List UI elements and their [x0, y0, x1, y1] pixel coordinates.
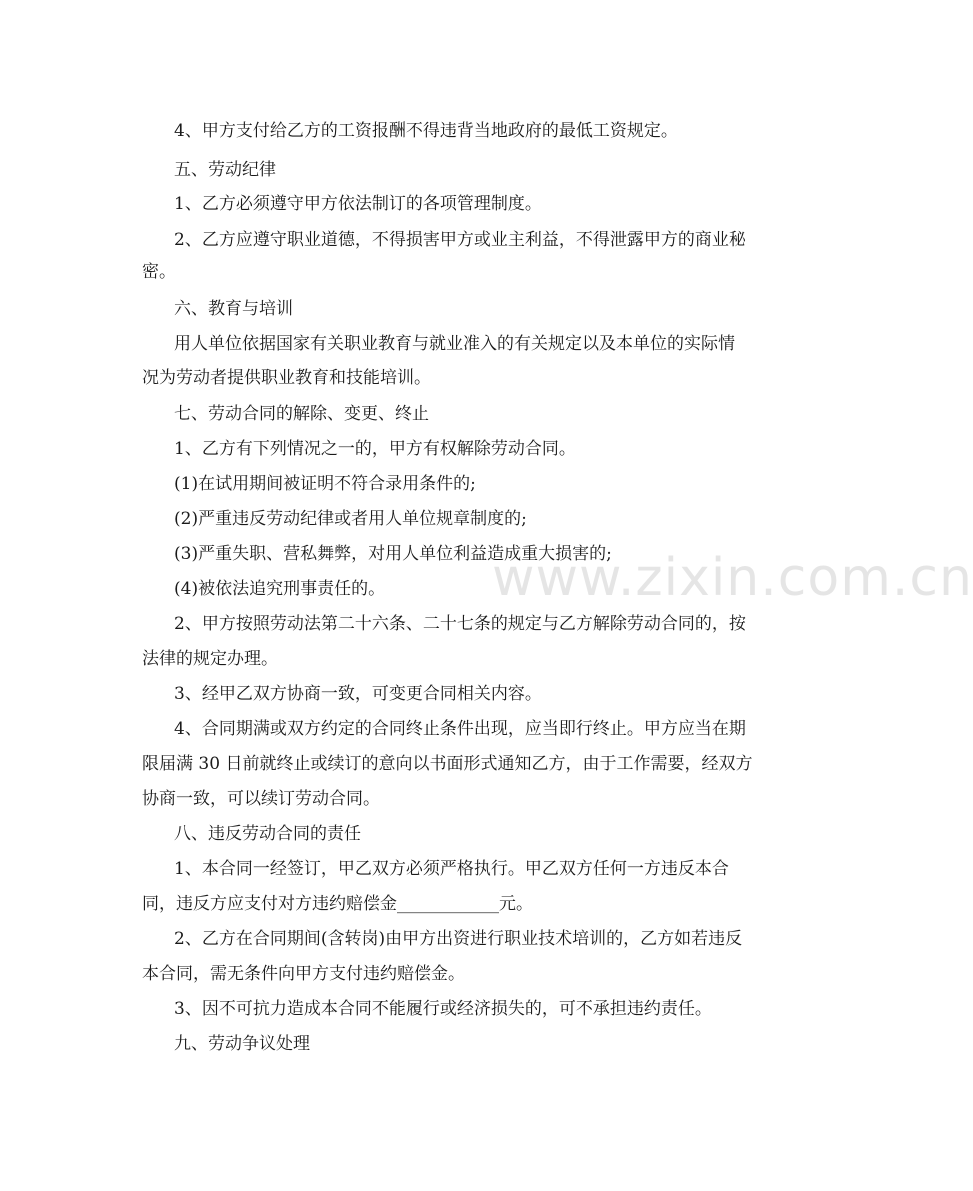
- clause-5-2-line-2: 密。: [142, 262, 176, 282]
- clause-7-1-item-4: (4)被依法追究刑事责任的。: [174, 579, 386, 599]
- clause-7-1-item-2: (2)严重违反劳动纪律或者用人单位规章制度的;: [174, 509, 527, 529]
- clause-7-3: 3、经甲乙双方协商一致，可变更合同相关内容。: [174, 684, 542, 704]
- section-8-heading: 八、违反劳动合同的责任: [174, 824, 361, 844]
- clause-4-wage: 4、甲方支付给乙方的工资报酬不得违背当地政府的最低工资规定。: [174, 121, 678, 141]
- clause-7-4-line-1: 4、合同期满或双方约定的合同终止条件出现，应当即行终止。甲方应当在期: [174, 719, 746, 739]
- clause-7-2-line-1: 2、甲方按照劳动法第二十六条、二十七条的规定与乙方解除劳动合同的，按: [174, 614, 746, 634]
- section-5-heading: 五、劳动纪律: [174, 160, 276, 180]
- clause-8-2-line-1: 2、乙方在合同期间(含转岗)由甲方出资进行职业技术培训的，乙方如若违反: [174, 929, 743, 949]
- clause-7-4-line-2: 限届满 30 日前就终止或续订的意向以书面形式通知乙方，由于工作需要，经双方: [142, 754, 753, 774]
- clause-8-3: 3、因不可抗力造成本合同不能履行或经济损失的，可不承担违约责任。: [174, 999, 712, 1019]
- section-9-heading: 九、劳动争议处理: [174, 1034, 310, 1054]
- clause-7-4-line-3: 协商一致，可以续订劳动合同。: [142, 789, 380, 809]
- section-6-body-line-2: 况为劳动者提供职业教育和技能培训。: [142, 368, 431, 388]
- section-6-heading: 六、教育与培训: [174, 299, 293, 319]
- clause-7-1: 1、乙方有下列情况之一的，甲方有权解除劳动合同。: [174, 439, 576, 459]
- clause-5-2-line-1: 2、乙方应遵守职业道德，不得损害甲方或业主利益，不得泄露甲方的商业秘: [174, 230, 746, 250]
- clause-8-1-line-2: 同，违反方应支付对方违约赔偿金____________元。: [142, 894, 533, 914]
- clause-7-1-item-3: (3)严重失职、营私舞弊，对用人单位利益造成重大损害的;: [174, 544, 612, 564]
- section-7-heading: 七、劳动合同的解除、变更、终止: [174, 404, 429, 424]
- section-6-body-line-1: 用人单位依据国家有关职业教育与就业准入的有关规定以及本单位的实际情: [174, 334, 735, 354]
- clause-7-2-line-2: 法律的规定办理。: [142, 649, 278, 669]
- clause-8-2-line-2: 本合同，需无条件向甲方支付违约赔偿金。: [142, 964, 465, 984]
- clause-7-1-item-1: (1)在试用期间被证明不符合录用条件的;: [174, 474, 476, 494]
- clause-5-1: 1、乙方必须遵守甲方依法制订的各项管理制度。: [174, 194, 542, 214]
- watermark: www.zixin.com.cn: [492, 548, 973, 608]
- clause-8-1-line-1: 1、本合同一经签订，甲乙双方必须严格执行。甲乙双方任何一方违反本合: [174, 859, 729, 879]
